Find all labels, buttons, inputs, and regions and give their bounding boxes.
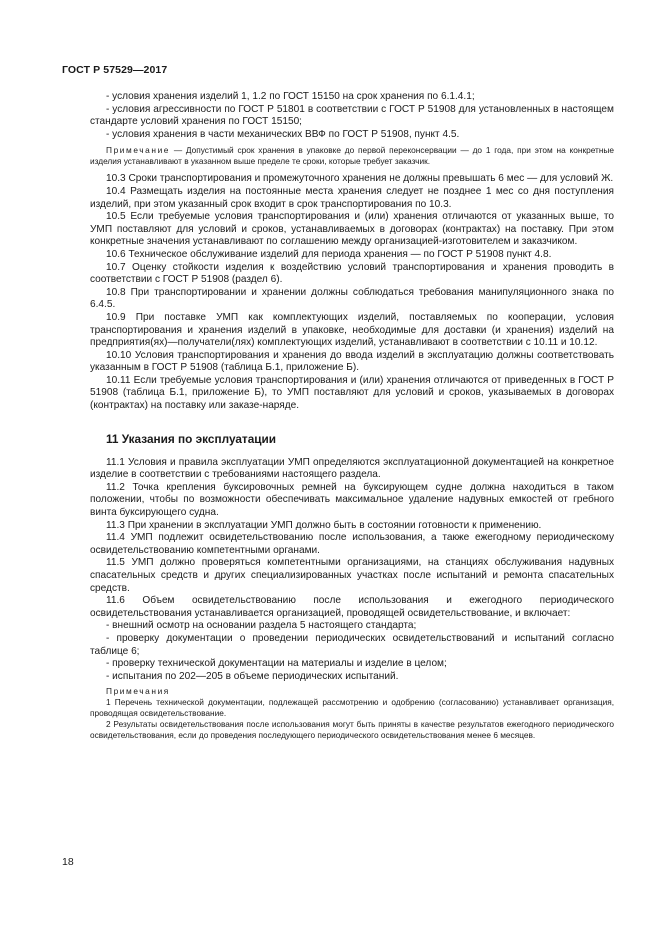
paragraph: 11.3 При хранении в эксплуатации УМП должно быть в состоянии готовности к применению.: [106, 519, 542, 531]
paragraph: 10.7 Оценку стойкости изделия к воздействию условий транспортирования и хранения проводить в соответствии с ГОСТ Р 51908 (раздел 6).: [90, 261, 614, 286]
paragraph: 10.4 Размещать изделия на постоянные места хранения следует не позднее 1 мес со дня поступления изделий, при этом указанный срок входит в срок транспортирования по 10.3.: [90, 185, 614, 210]
list-item: - испытания по 202—205 в объеме периодических испытаний.: [106, 670, 399, 682]
notes: [90, 686, 614, 741]
list-item: - внешний осмотр на основании раздела 5 настоящего стандарта;: [106, 620, 417, 632]
section-11: [90, 457, 614, 742]
paragraph: 10.6 Техническое обслуживание изделий для периода хранения — по ГОСТ Р 51908 пункт 4.8.: [106, 248, 552, 260]
note-item: 2 Результаты освидетельствования после использования могут быть приняты в качестве результатов ежегодного периодического освидетельствования, если до проведения последующего периодического освидетельствования менее 6 месяцев.: [90, 719, 614, 741]
paragraph: 10.10 Условия транспортирования и хранения до ввода изделий в эксплуатацию должны соответствовать указанным в ГОСТ Р 51908 (таблица Б.1, приложение Б).: [90, 349, 614, 374]
document-header: ГОСТ Р 57529—2017: [62, 64, 168, 76]
paragraph: 10.3 Сроки транспортирования и промежуточного хранения не должны превышать 6 мес — для условий Ж.: [106, 173, 614, 185]
section-heading: 11 Указания по эксплуатации: [106, 431, 277, 446]
list-item: - условия хранения изделий 1, 1.2 по ГОСТ 15150 на срок хранения по 6.1.4.1;: [106, 91, 475, 102]
note: [90, 145, 614, 167]
list-item: - условия хранения в части механических ВВФ по ГОСТ Р 51908, пункт 4.5.: [106, 128, 460, 140]
list-item: - условия агрессивности по ГОСТ Р 51801 в соответствии с ГОСТ Р 51908 для установленных в настоящем стандарте условий хранения по ГОСТ 15150;: [90, 103, 614, 128]
paragraph: 10.8 При транспортировании и хранении должны соблюдаться требования манипуляционного знака по 6.4.5.: [90, 286, 614, 311]
page-number: 18: [62, 856, 74, 868]
paragraph: 11.5 УМП должно проверяться компетентными организациями, на станциях обслуживания надувных спасательных средств и других специализированных участках после испытаний и ремонта спасательных средств.: [90, 557, 614, 594]
note-text: — Допустимый срок хранения в упаковке до первой переконсервации — до 1 года, при этом на конкретные изделия устанавливают в указанном выше пределе те сроки, которые требует заказчик.: [90, 145, 614, 167]
note-label: Примечание: [106, 145, 171, 156]
note-item: 1 Перечень технической документации, подлежащей рассмотрению и одобрению (согласованию) устанавливает организация, проводящая освидетельствование.: [90, 697, 614, 719]
paragraph: 11.1 Условия и правила эксплуатации УМП определяются эксплуатационной документацией на конкретное изделие в соответствии с требованиями настоящего раздела.: [90, 456, 614, 481]
page-content: [90, 91, 614, 741]
paragraph: 11.4 УМП подлежит освидетельствованию после использования, а также ежегодному периодическому освидетельствованию компетентными органами.: [90, 532, 614, 556]
section-10-continuation: [90, 91, 614, 413]
list-item: - проверку документации о проведении периодических освидетельствований и испытаний согласно таблице 6;: [90, 632, 614, 657]
paragraph: 10.9 При поставке УМП как комплектующих изделий, поставляемых по кооперации, условия транспортирования и хранения изделий в упаковке, необходимые для доставки (и хранения) изделий на предприятия(ях)—получатели(лях) комплектующих изделий, устанавливают в соответствии с 10.11 и 10.12.: [90, 311, 614, 349]
paragraph: 10.5 Если требуемые условия транспортирования и (или) хранения отличаются от указанных выше, то УМП поставляют для условий и сроков, устанавливаемых в договорах (контрактах) на поставку. При этом конкретные значения устанавливают по соглашению между организацией-изготовителем и заказчиком.: [90, 211, 614, 248]
list-item: - проверку технической документации на материалы и изделие в целом;: [106, 658, 447, 670]
notes-title: Примечания: [106, 686, 170, 697]
paragraph: 11.6 Объем освидетельствованию после использования и ежегодного периодического освидетельствования устанавливается организацией, проводящей освидетельствование, и включает:: [90, 595, 614, 619]
paragraph: 11.2 Точка крепления буксировочных ремней на буксирующем судне должна находиться в таком положении, чтобы по возможности обеспечивать максимальное удаление надувных емкостей от гребного винта буксирующего судна.: [90, 481, 614, 519]
paragraph: 10.11 Если требуемые условия транспортирования и (или) хранения отличаются от приведенных в ГОСТ Р 51908 (таблица Б.1, приложение Б), то УМП поставляют для условий и сроков, указываемых в договорах (контрактах) на поставку или заказе-наряде.: [90, 374, 614, 412]
